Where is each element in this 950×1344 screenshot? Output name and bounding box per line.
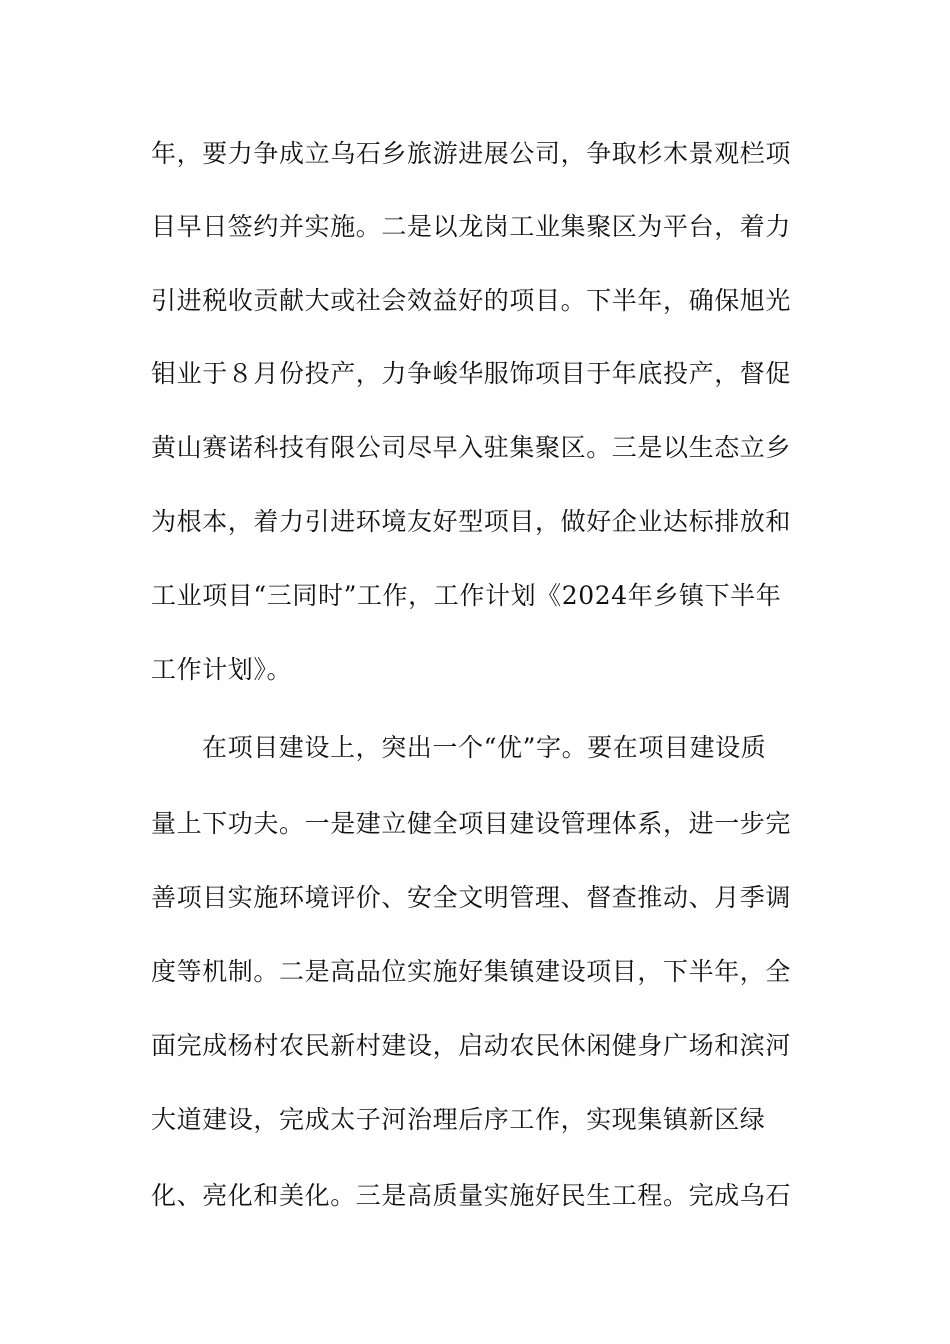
text-line: 钼业于８月份投产，力争峻华服饰项目于年底投产，督促 — [151, 359, 792, 388]
text-line: 化、亮化和美化。三是高质量实施好民生工程。完成乌石 — [151, 1181, 792, 1210]
text-line: 黄山赛诺科技有限公司尽早入驻集聚区。三是以生态立乡 — [151, 433, 792, 462]
text-line: 工业项目“三同时”工作，工作计划《2024年乡镇下半年 — [151, 581, 782, 610]
text-line: 度等机制。二是高品位实施好集镇建设项目，下半年，全 — [151, 957, 792, 986]
text-line: 目早日签约并实施。二是以龙岗工业集聚区为平台，着力 — [151, 212, 792, 241]
text-line: 善项目实施环境评价、安全文明管理、督查推动、月季调 — [151, 883, 792, 912]
text-line: 年，要力争成立乌石乡旅游进展公司，争取杉木景观栏项 — [151, 139, 792, 168]
text-line: 量上下功夫。一是建立健全项目建设管理体系，进一步完 — [151, 809, 792, 838]
text-line: 工作计划》。 — [151, 655, 293, 684]
text-line: 引进税收贡献大或社会效益好的项目。下半年，确保旭光 — [151, 286, 792, 315]
text-line: 为根本，着力引进环境友好型项目，做好企业达标排放和 — [151, 507, 792, 536]
text-line: 在项目建设上，突出一个“优”字。要在项目建设质 — [202, 733, 767, 762]
text-line: 面完成杨村农民新村建设，启动农民休闲健身广场和滨河 — [151, 1031, 792, 1060]
text-line: 大道建设，完成太子河治理后序工作，实现集镇新区绿 — [151, 1105, 766, 1134]
